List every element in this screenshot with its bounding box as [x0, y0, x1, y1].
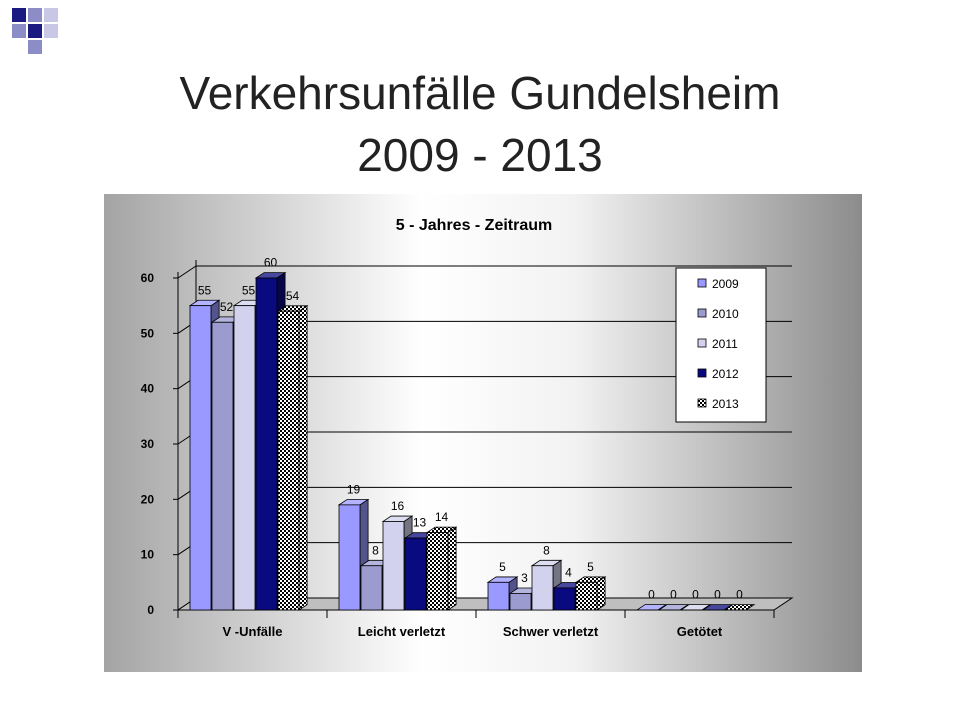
bar-front	[361, 566, 382, 610]
y-tick-label: 10	[140, 547, 154, 562]
deco-square-5	[12, 24, 26, 38]
bar-front	[532, 566, 553, 610]
bar-chart	[104, 194, 862, 672]
data-label: 55	[241, 283, 256, 298]
data-label: 8	[543, 543, 550, 558]
bar-front	[576, 582, 597, 610]
data-label: 19	[346, 482, 361, 497]
bar-front	[190, 306, 211, 610]
deco-square-3	[44, 8, 58, 22]
bar-side	[299, 306, 307, 610]
data-label: 14	[434, 510, 449, 525]
bar-front	[212, 322, 233, 610]
data-label: 4	[565, 565, 572, 580]
y-tick-label: 50	[140, 326, 154, 341]
legend-swatch	[698, 399, 706, 407]
data-label: 54	[285, 288, 300, 303]
bar-2013-2	[576, 577, 605, 610]
y-tick-label: 60	[140, 271, 154, 285]
bar-side	[448, 527, 456, 610]
data-label: 16	[390, 499, 405, 514]
bar-front	[554, 588, 575, 610]
bar-2013-0	[278, 306, 307, 610]
y-tick-label: 40	[140, 381, 154, 396]
data-label: 3	[521, 571, 528, 585]
deco-square-6	[44, 24, 58, 38]
x-tick-label: Getötet	[676, 624, 723, 639]
bar-front	[278, 311, 299, 610]
bar-front	[234, 306, 255, 610]
data-label: 13	[412, 515, 427, 530]
legend-label: 2009	[712, 277, 739, 291]
y-tick-label: 30	[140, 437, 154, 451]
bar-front	[383, 521, 404, 610]
title-decoration	[0, 0, 80, 60]
data-label: 0	[692, 587, 699, 602]
bar-front	[510, 593, 531, 610]
deco-square-7	[28, 40, 42, 54]
y-tick-label: 20	[140, 492, 154, 507]
data-label: 8	[372, 543, 379, 558]
bar-front	[256, 278, 277, 610]
legend-label: 2011	[712, 337, 738, 351]
bar-2013-1	[427, 527, 456, 610]
chart-title: 5 - Jahres - Zeitraum	[395, 217, 553, 234]
slide-title	[0, 62, 960, 186]
bar-front	[427, 533, 448, 610]
legend-label: 2013	[712, 397, 739, 411]
data-label: 0	[736, 587, 743, 602]
y-tick-label: 0	[147, 603, 154, 617]
data-label: 5	[499, 559, 506, 574]
legend-label: 2010	[712, 307, 739, 321]
x-tick-label: Schwer verletzt	[502, 624, 599, 639]
legend-swatch	[698, 339, 706, 347]
slide-title-line-1: Verkehrsunfälle Gundelsheim	[179, 67, 781, 119]
deco-square-1	[12, 8, 26, 22]
legend-swatch	[698, 369, 706, 377]
data-label: 0	[714, 587, 721, 602]
x-tick-label: V -Unfälle	[222, 624, 283, 639]
slide-title-line-2: 2009 - 2013	[357, 129, 603, 181]
data-label: 0	[648, 587, 655, 602]
deco-square-2	[28, 8, 42, 22]
data-label: 60	[263, 255, 278, 270]
bar-front	[405, 538, 426, 610]
legend	[676, 268, 766, 422]
data-label: 0	[670, 587, 677, 602]
legend-swatch	[698, 279, 706, 287]
bar-front	[339, 505, 360, 610]
x-tick-label: Leicht verletzt	[357, 624, 446, 639]
data-label: 5	[587, 559, 594, 574]
deco-square-4	[28, 24, 42, 38]
bar-front	[488, 582, 509, 610]
data-label: 52	[219, 299, 234, 314]
legend-swatch	[698, 309, 706, 317]
data-label: 55	[197, 283, 212, 298]
legend-label: 2012	[712, 367, 739, 381]
